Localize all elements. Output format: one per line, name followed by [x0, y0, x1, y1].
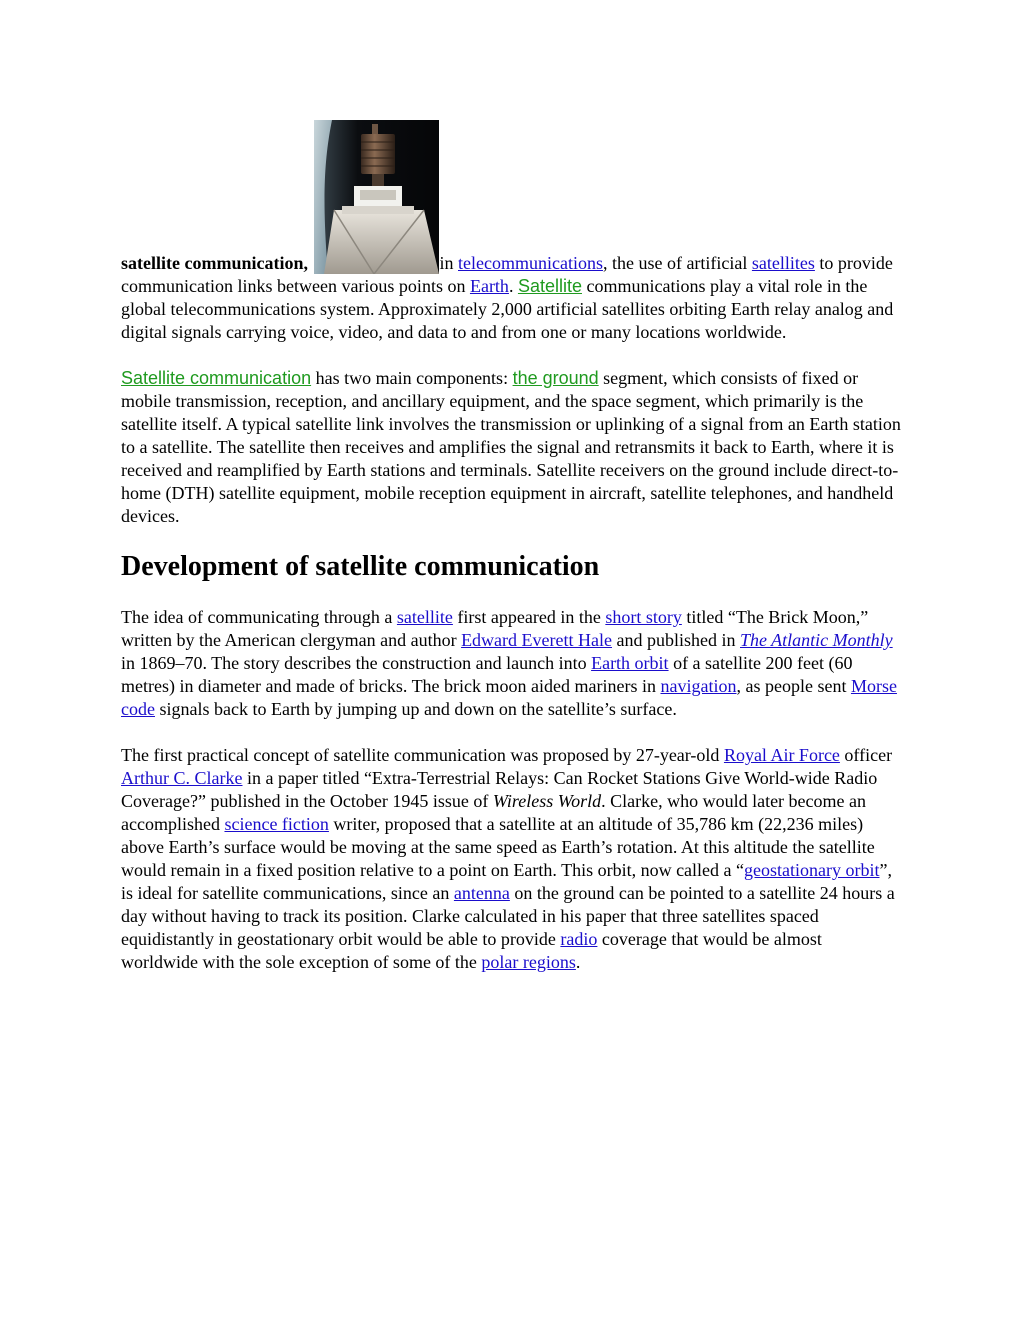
- clarke-text-6: ”, is ideal for satellite communications, since an: [121, 860, 892, 903]
- link-satellite-communication[interactable]: Satellite communication: [121, 368, 312, 388]
- link-antenna[interactable]: antenna: [453, 883, 510, 903]
- brick-moon-paragraph: [121, 606, 903, 721]
- link-satellite-green[interactable]: Satellite: [517, 276, 582, 296]
- link-radio[interactable]: radio: [560, 929, 598, 949]
- link-edward-everett-hale[interactable]: Edward Everett Hale: [461, 630, 612, 650]
- link-short-story[interactable]: short story: [605, 607, 682, 627]
- link-telecommunications[interactable]: telecommunications: [458, 253, 603, 273]
- brick-text-3: titled “The Brick Moon,” written by the American clergyman and author: [121, 607, 869, 650]
- link-satellite[interactable]: satellite: [396, 607, 453, 627]
- link-royal-air-force[interactable]: Royal Air Force: [723, 745, 840, 765]
- components-text-2: segment, which consists of fixed or mobile transmission, reception, and ancillary equipment, and the space segment, which primarily is the satellite itself. A typical satellite link involves the transmission or uplinking of a signal from an Earth station to a satellite. The satellite then receives and amplifies the signal and retransmits it back to Earth, where it is received and reamplified by Earth stations and terminals. Satellite receivers on the ground include direct-to-home (DTH) satellite equipment, mobile reception equipment in aircraft, satellite telephones, and handheld devices.: [121, 368, 901, 526]
- link-geostationary-orbit[interactable]: geostationary orbit: [744, 860, 880, 880]
- atlantic-monthly-title: The Atlantic Monthly: [740, 630, 893, 650]
- intro-paragraph: [121, 120, 903, 344]
- clarke-text-9: .: [575, 952, 581, 972]
- link-atlantic-monthly[interactable]: [740, 630, 893, 650]
- wireless-world-title: Wireless World: [492, 791, 602, 811]
- brick-text-8: signals back to Earth by jumping up and down on the satellite’s surface.: [154, 699, 677, 719]
- intro-text-5: communications play a vital role in the global telecommunications system. Approximately 2,000 artificial satellites orbiting Earth relay analog and digital signals carrying voice, video, and data to and from one or many locations worldwide.: [121, 276, 894, 342]
- brick-text-1: The idea of communicating through a: [121, 607, 397, 627]
- link-satellites[interactable]: satellites: [751, 253, 815, 273]
- clarke-text-7: on the ground can be pointed to a satellite 24 hours a day without having to track its position. Clarke calculated in his paper that three satellites spaced equidistantly in geostationary orbit would be able to provide: [121, 883, 895, 949]
- intro-text-3: to provide communication links between various points on: [121, 253, 893, 296]
- clarke-text-4: . Clarke, who would later become an accomplished: [121, 791, 867, 834]
- intro-text-4: .: [508, 276, 518, 296]
- clarke-paragraph: [121, 744, 903, 974]
- link-earth[interactable]: Earth: [469, 276, 509, 296]
- link-arthur-c-clarke[interactable]: Arthur C. Clarke: [121, 768, 243, 788]
- clarke-text-1: The first practical concept of satellite communication was proposed by 27-year-old: [121, 745, 724, 765]
- link-polar-regions[interactable]: polar regions: [481, 952, 576, 972]
- link-science-fiction[interactable]: science fiction: [224, 814, 329, 834]
- brick-text-7: , as people sent: [736, 676, 851, 696]
- document-page: [121, 120, 903, 974]
- clarke-text-8: coverage that would be almost worldwide with the sole exception of some of the: [121, 929, 822, 972]
- brick-text-6: of a satellite 200 feet (60 metres) in diameter and made of bricks. The brick moon aided mariners in: [121, 653, 853, 696]
- intro-text-2: , the use of artificial: [602, 253, 752, 273]
- term-heading: satellite communication,: [121, 253, 308, 273]
- intro-text-1: in: [439, 253, 458, 273]
- link-morse-code[interactable]: Morse code: [121, 676, 897, 719]
- link-the-ground[interactable]: the ground: [512, 368, 599, 388]
- satellite-photo: [314, 120, 439, 274]
- components-paragraph: [121, 367, 903, 528]
- brick-text-2: first appeared in the: [452, 607, 606, 627]
- link-earth-orbit[interactable]: Earth orbit: [591, 653, 669, 673]
- link-navigation[interactable]: navigation: [660, 676, 737, 696]
- clarke-text-5: writer, proposed that a satellite at an altitude of 35,786 km (22,236 miles) above Earth’s surface would be moving at the same speed as Earth’s rotation. At this altitude the satellite would remain in a fixed position relative to a point on Earth. This orbit, now called a “: [121, 814, 875, 880]
- brick-text-4: and published in: [612, 630, 740, 650]
- components-text-1: has two main components:: [311, 368, 513, 388]
- brick-text-5: in 1869–70. The story describes the construction and launch into: [121, 653, 592, 673]
- clarke-text-3: in a paper titled “Extra-Terrestrial Relays: Can Rocket Stations Give World-wide Radio Coverage?” published in the October 1945 issue of: [121, 768, 878, 811]
- section-heading: Development of satellite communication: [121, 551, 600, 582]
- clarke-text-2: officer: [839, 745, 893, 765]
